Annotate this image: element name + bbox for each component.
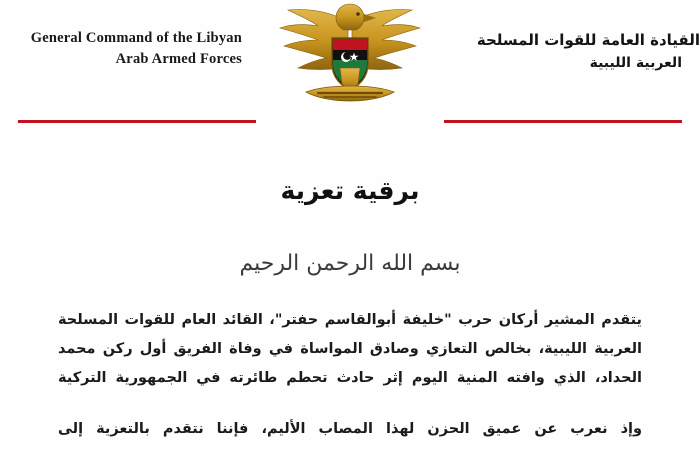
page-title: برقية تعزية [280, 176, 420, 205]
libyan-armed-forces-eagle-emblem [265, 0, 435, 118]
header-arabic-title [450, 0, 700, 74]
paragraph-1: يتقدم المشير أركان حرب "خليفة أبوالقاسم حفتر"، القائد العام للقوات المسلحة العربية الليبية، بخالص التعازي وصادق المواساة في وفاة الفريق أول ركن محمد الحداد، الذي وافته المنية اليوم إثر حادث تحطم طائرته في الجمهورية التركية [58, 312, 642, 386]
header-divider [0, 116, 700, 130]
document-body [0, 176, 700, 444]
header-english-title [0, 0, 250, 70]
english-title-line-2: Arab Armed Forces [115, 51, 242, 68]
divider-rule-left [18, 120, 256, 123]
arabic-title-line-2: العربية الليبية [589, 55, 682, 71]
english-title-line-1: General Command of the Libyan [30, 30, 242, 46]
arabic-title-line-1: القيادة العامة للقوات المسلحة [476, 31, 700, 49]
paragraph-2: وإذ نعرب عن عميق الحزن لهذا المصاب الأليم، فإننا نتقدم بالتعزية إلى [58, 421, 642, 437]
basmala-text: بسم الله الرحمن الرحيم [239, 251, 461, 276]
divider-rule-right [444, 120, 682, 123]
document-header [0, 0, 700, 120]
